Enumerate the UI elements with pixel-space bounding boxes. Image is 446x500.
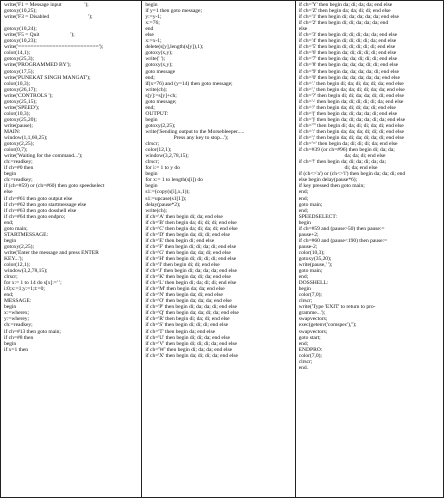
code-line: end; xyxy=(145,74,155,81)
code-line: OUTPUT: xyxy=(145,110,169,117)
code-line: if ch='E' then begin di; end else xyxy=(145,237,215,244)
code-line: gotoxy(x,y); xyxy=(145,62,173,69)
code-line: clrscr; xyxy=(4,274,18,281)
code-line: gotoxy(x,y); xyxy=(145,50,173,57)
code-line: di; da; end else xyxy=(298,165,378,172)
code-line: end. xyxy=(298,364,308,371)
code-line: goto main; xyxy=(298,201,323,208)
code-line: if ch='1' then begin di; da; da; da; da; end else xyxy=(298,14,399,21)
code-line: if ch='7' then begin da; da; di; di; di; end else xyxy=(298,56,398,63)
code-line: gotoxy(25,3); xyxy=(4,56,34,63)
code-line: if ch='K' then begin da; di; da; end else xyxy=(145,274,231,281)
code-line: if ch=#64 then goto endpro; xyxy=(4,213,66,220)
code-line: if ch=#39 (or ch=#96) then begin di; da; da; xyxy=(298,147,395,154)
code-line: if ch=#8 then xyxy=(4,334,34,341)
code-line: if ch='?' then begin di; di; da; da; di; di; end else xyxy=(298,92,404,99)
code-line: write('F5 = Quit '); xyxy=(4,32,75,39)
code-line: goto message xyxy=(145,68,176,75)
code-line: pause-2; xyxy=(298,243,318,250)
code-line: ch:=readkey; xyxy=(4,159,33,166)
code-line: if ch=#59 and (pause>50) then pause:= xyxy=(298,225,385,232)
code-line: s[y]:=s[y]+ch; xyxy=(145,92,177,99)
code-line: clrscr; xyxy=(298,298,313,305)
code-line: if ch='W' then begin di; da; da; end else xyxy=(145,346,233,353)
code-line: Press any key to stop...'); xyxy=(145,135,229,142)
code-line: gotoxy(10,23); xyxy=(4,38,37,45)
code-line: ENDPRO: xyxy=(298,346,323,353)
code-line: if ch='(' then begin da; di; da; da; di; end else xyxy=(298,110,398,117)
code-line: write('PUNEKAT SINGH MANGAT'); xyxy=(4,74,91,81)
code-line: begin xyxy=(298,286,311,293)
code-line: window(3,2,78,15); xyxy=(4,268,48,275)
code-line: if ch='5' then begin di; di; di; di; di; end else xyxy=(298,44,396,51)
code-line: if ch='Y' then begin da; di; da; da; end else xyxy=(298,2,393,8)
code-line: write('CONTROLS '); xyxy=(4,92,53,99)
code-line: DOSSHELL: xyxy=(298,280,329,287)
code-line: color(0,7); xyxy=(4,147,28,154)
code-line: write(ch); xyxy=(145,86,167,93)
code-line: window(1,1,60,25); xyxy=(4,135,48,142)
code-line: y:=y-1; xyxy=(145,14,162,21)
code-line: da; da; di; end else xyxy=(298,153,386,160)
code-line: if ch='X' then begin da; di; di; da; end else xyxy=(145,352,238,359)
code-line: if ch='U' then begin di; di; da; end else xyxy=(145,334,230,341)
code-line: if ch='-' then begin da; di; di; di; di; da; end else xyxy=(298,98,404,105)
code-line: if(x=76) and (y=14) then goto message; xyxy=(145,80,233,87)
code-line: write('F3 = Disabled '); xyxy=(4,14,93,21)
code-line: begin xyxy=(145,171,158,178)
code-line: begin xyxy=(298,219,311,226)
code-line: write(pause,' '); xyxy=(298,262,333,269)
code-line: x:=76; xyxy=(145,20,160,27)
code-column-2 xyxy=(141,1,294,497)
code-line: if ch='Q' then begin da; da; di; da; end else xyxy=(145,310,239,317)
code-line: i:0;x:=1;y:=1;t:=0; xyxy=(4,286,45,293)
code-line: write(pause); xyxy=(4,122,33,129)
code-line: if ch='6' then begin da; di; di; di; di; end else xyxy=(298,50,397,57)
code-line: gotoxy(10,25); xyxy=(4,8,37,15)
code-line: if ch='T' then begin da; end else xyxy=(145,328,216,335)
code-line: end; xyxy=(298,207,309,214)
code-line: for i:= 1 to y do xyxy=(145,165,180,172)
code-line: MAIN: xyxy=(4,128,21,135)
code-line: if ch='M' then begin da; da; end else xyxy=(145,286,225,293)
code-line: if (ch<>'a') or (ch<>'l') then begin da; da; di; end xyxy=(298,171,406,178)
code-line: write('Type 'EXIT' to return to pro- xyxy=(298,304,376,311)
code-line: begin xyxy=(145,116,158,123)
code-line: end xyxy=(145,26,154,33)
code-line: for x:= 1 to 14 do s[x]:=' '; xyxy=(4,280,62,287)
code-line: gotoxy(2,25); xyxy=(4,141,34,148)
code-line: if ch='!' then begin da; di; da; di; da; da; xyxy=(298,159,386,166)
code-line: color(7,0); xyxy=(298,352,322,359)
code-line: if y=1 then goto message; xyxy=(145,8,202,15)
code-line: write('Sending output to the Morsebleeper..... xyxy=(145,128,245,135)
code-line: if ch='R' then begin di; da; di; end else xyxy=(145,316,230,323)
code-line: if ch='L' then begin di; da; di; di; end else xyxy=(145,280,237,287)
code-line: if ch=':' then begin da; da; da; di; di; di; end else xyxy=(298,128,404,135)
code-line: gotoxy(35,20); xyxy=(298,255,332,262)
code-line: if ch='3' then begin di; di; di; da; da; end else xyxy=(298,32,398,39)
code-line: if ch=#60 and (pause<190) then pause:= xyxy=(298,237,388,244)
code-line: gotoxy(2,25); xyxy=(4,243,34,250)
code-line: write('SPEED'); xyxy=(4,104,40,111)
code-line: if ch=#61 then goto output else xyxy=(4,195,73,202)
code-line: begin xyxy=(4,237,17,244)
code-line: else begin delay(pause*6); xyxy=(298,177,358,184)
code-line: if ch='V' then begin di; di; di; da; end else xyxy=(145,340,237,347)
code-line: gotoxy(25,20); xyxy=(4,116,37,123)
code-line: if ch='.' then begin di; da; di; da; di; da; end else xyxy=(298,80,404,87)
code-line: write('PROGRAMMED BY'); xyxy=(4,62,71,69)
code-line: s1:=(copy(s[i],x,1)); xyxy=(145,189,190,196)
code-line: begin xyxy=(145,2,158,8)
code-line: window(3,2,78,15); xyxy=(145,153,189,160)
code-line: if ch='G' then begin da; da; di; end else xyxy=(145,249,231,256)
code-line: color(14,1); xyxy=(4,50,30,57)
code-line: if ch='9' then begin da; da; da; da; di; end else xyxy=(298,68,399,75)
code-line: goto start; xyxy=(298,334,321,341)
code-line: if ch='F' then begin di; di; da; di; end else xyxy=(145,243,237,250)
code-line: clrscr; xyxy=(298,358,313,365)
code-line: goto main; xyxy=(4,225,28,232)
code-line: for x:= 1 to length(s[i]) do xyxy=(145,177,203,184)
code-line: if ch=#62 then goto startmessage else xyxy=(4,201,87,208)
code-line: if ch='H' then begin di; di; di; di; end else xyxy=(145,255,237,262)
code-line: color(10,3); xyxy=(4,110,30,117)
code-line: clrscr; xyxy=(145,141,159,148)
code-line: gotoxy(17,5); xyxy=(4,68,34,75)
code-line: begin xyxy=(4,171,17,178)
code-line: write('=========================='); xyxy=(4,44,104,51)
code-line: end; xyxy=(298,340,309,347)
code-line: write('F1 = Message input '); xyxy=(4,2,89,8)
code-line: x:=wherex; xyxy=(4,310,30,317)
code-line: if ch='J' then begin di; da; da; da; end else xyxy=(145,268,237,275)
code-line: color(7,0); xyxy=(298,292,322,299)
code-line: if ch='=' then begin da; di; di; di; da; end else xyxy=(298,141,398,148)
code-column-3 xyxy=(295,1,443,497)
code-column-1 xyxy=(1,1,141,497)
code-line: pause+2; xyxy=(298,231,319,238)
code-line: if ch=#0 then xyxy=(4,165,34,172)
code-line: KEY...'); xyxy=(4,255,23,262)
code-line: begin xyxy=(145,183,158,190)
code-line: if ch='P' then begin di; da; da; di; end else xyxy=(145,304,237,311)
code-line: ch:=readkey; xyxy=(4,177,33,184)
code-line: if (ch=#59) or (ch=#60) then goto speedselect xyxy=(4,183,105,190)
code-line: gotoxy(25,15); xyxy=(4,98,37,105)
code-line: gotoxy(10,24); xyxy=(4,26,37,33)
code-line: s1:=upcase(s1[1]); xyxy=(145,195,187,202)
code-line: STARTMESSAGE: xyxy=(4,231,48,238)
code-line: x:=x-1; xyxy=(145,38,162,45)
code-line: MESSAGE: xyxy=(4,298,32,305)
code-line: ch:=readkey; xyxy=(4,322,33,329)
code-line: write('Waiting for the command...'); xyxy=(4,153,83,160)
code-line: if ch=#63 then goto dosshell else xyxy=(4,207,77,214)
code-line: gotoxy(2,25); xyxy=(145,122,176,129)
code-line: write(ch); xyxy=(145,207,167,214)
code-line: color(10,3); xyxy=(298,249,325,256)
code-line: swapvectors; xyxy=(298,328,328,335)
code-line: end; xyxy=(145,104,155,111)
code-line: y:=wherey; xyxy=(4,316,30,323)
code-line: SPEEDSELECT: xyxy=(298,213,337,220)
code-line: if ch=';' then begin da; di; da; di; da; di; end else xyxy=(298,135,404,142)
code-line: begin xyxy=(4,340,17,347)
code-line: if ch='0' then begin da; da; da; da; da; end else xyxy=(298,74,400,81)
code-line: if ch='"' then begin di; da; di; di; da; di; end else xyxy=(298,122,404,129)
code-line: clrscr; xyxy=(145,159,159,166)
code-line: if x=1 then xyxy=(4,346,29,353)
code-line: if ch=',' then begin da; da; di; di; da; da; end else xyxy=(298,86,405,93)
code-line: if ch='O' then begin da; da; da; end else xyxy=(145,298,232,305)
code-line: goto main; xyxy=(298,268,323,275)
code-line: end; xyxy=(298,189,309,196)
code-line: if ch='D' then begin da; di; di; end else xyxy=(145,231,230,238)
code-line: else xyxy=(4,189,13,196)
code-line: gotoxy(26,17); xyxy=(4,86,37,93)
code-line: if ch='Z' then begin da; da; di; di; end else xyxy=(298,8,391,15)
code-line: else xyxy=(145,32,154,39)
code-line: gramme...'); xyxy=(298,310,326,317)
code-line: end; xyxy=(298,274,309,281)
code-line: write('Enter the message and press ENTER xyxy=(4,249,99,256)
code-line: delete(s[y],length(s[y]),1); xyxy=(145,44,204,51)
code-line: if ch='8' then begin da; da; da; di; di; end else xyxy=(298,62,399,69)
code-line: if ch='2' then begin di; di; da; da; da; end xyxy=(298,20,389,27)
code-line: if ch='/' then begin da; di; di; da; di; end else xyxy=(298,104,396,111)
code-line: exec(getenv('comspec'),''); xyxy=(298,322,357,329)
code-line: if ch='C' then begin da; di; da; di; end else xyxy=(145,225,238,232)
code-line: if ch='B' then begin da; di; di; di; end else xyxy=(145,219,237,226)
code-line: if ch='A' then begin di; da; end else xyxy=(145,213,223,220)
code-line: if ch='S' then begin di; di; di; end else xyxy=(145,322,229,329)
code-line: color(10,3); xyxy=(4,80,30,87)
code-line: if key pressed then goto main; xyxy=(298,183,365,190)
code-line: write(' '); xyxy=(145,56,165,63)
code-line: if ch=#13 then goto main; xyxy=(4,328,61,335)
code-line: delay(pause*2); xyxy=(145,201,181,208)
code-line: end; xyxy=(4,292,14,299)
code-line: color(12,1); xyxy=(145,147,172,154)
code-line: else xyxy=(298,26,308,33)
code-line: if ch=')' then begin da; di; da; da; di; da; end else xyxy=(298,116,406,123)
code-line: end; xyxy=(4,219,14,226)
code-line: if ch='N' then begin da; di; end else xyxy=(145,292,223,299)
code-line: end; xyxy=(298,195,309,202)
code-line: if ch='4' then begin di; di; di; di; da; end else xyxy=(298,38,397,45)
code-line: swapvectors; xyxy=(298,316,328,323)
code-line: color(12,1); xyxy=(4,262,30,269)
code-line: if ch='I' then begin di; di; end else xyxy=(145,262,220,269)
code-line: begin xyxy=(4,304,17,311)
code-line: goto message; xyxy=(145,98,177,105)
